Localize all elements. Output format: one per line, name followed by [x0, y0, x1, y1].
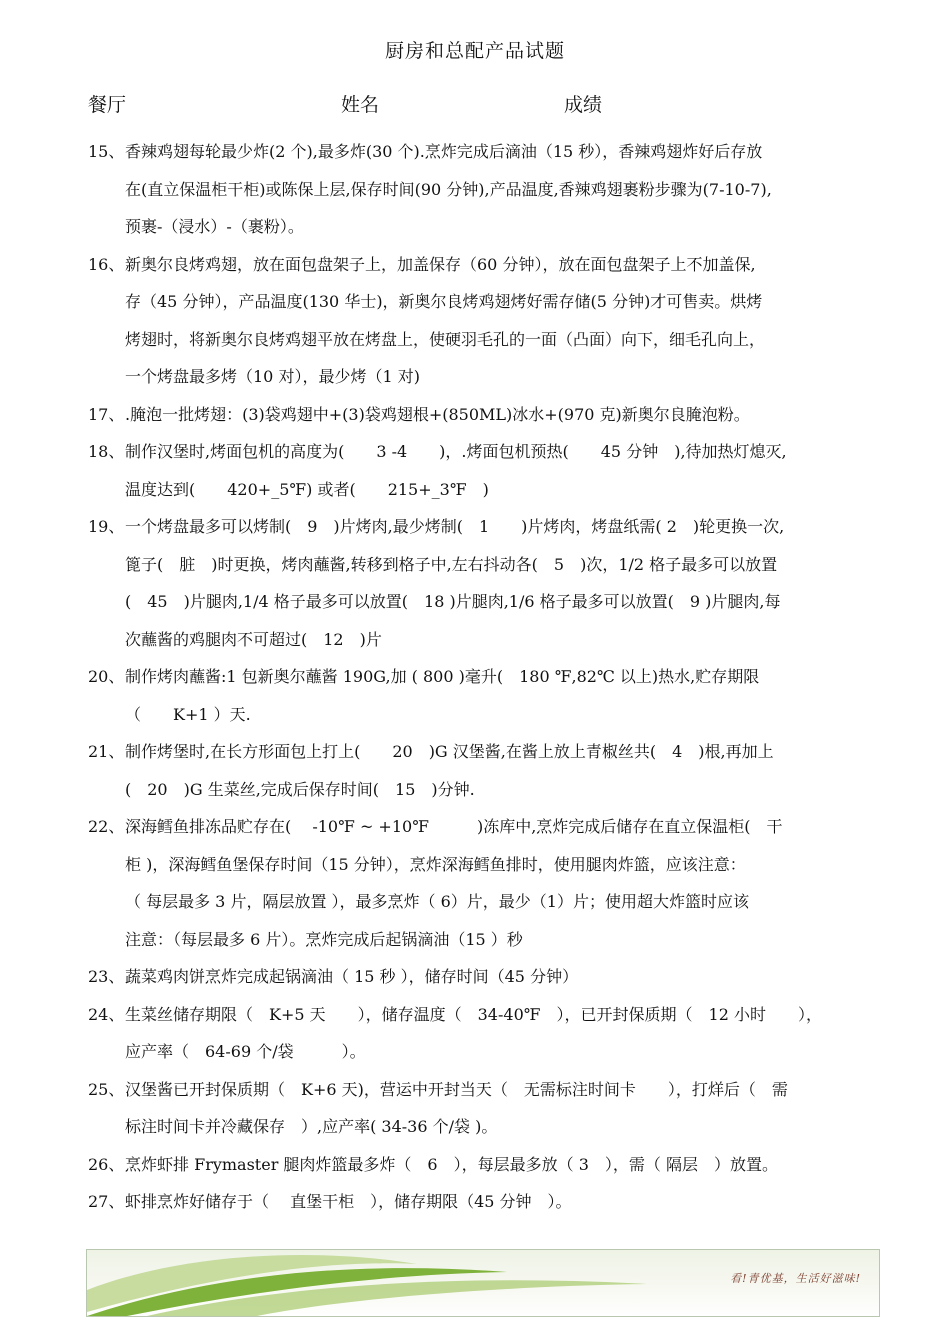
question-text-line: 虾排烹炸好储存于（ 直堡干柜 ），储存期限（45 分钟 ）。: [125, 1192, 572, 1211]
question-number: 15、: [88, 142, 125, 161]
question-text-line: 一个烤盘最多烤（10 对），最少烤（1 对): [125, 367, 420, 386]
question-text-line: 应产率（ 64-69 个/袋 ）。: [125, 1042, 366, 1061]
question-text-line: ( 45 )片腿肉,1/4 格子最多可以放置( 18 )片腿肉,1/6 格子最多可以放置( 9 )片腿肉,每: [125, 592, 781, 611]
question-item: [88, 958, 878, 996]
question-item: [88, 396, 878, 434]
question-text-line: 在(直立保温柜干柜)或陈保上层,保存时间(90 分钟),产品温度,香辣鸡翅裹粉步骤为(7-10-7),: [125, 179, 772, 199]
question-text-line: 香辣鸡翅每轮最少炸(2 个),最多炸(30 个).烹炸完成后滴油（15 秒），香辣鸡翅炸好后存放: [125, 142, 763, 161]
question-item: [88, 996, 878, 1071]
question-text-line: 汉堡酱已开封保质期（ K+6 天)，营运中开封当天（ 无需标注时间卡 ），打烊后（ 需: [125, 1079, 788, 1099]
question-text-line: 烤翅时，将新奥尔良烤鸡翅平放在烤盘上，使硬羽毛孔的一面（凸面）向下，细毛孔向上，: [125, 329, 766, 349]
question-number: 20、: [88, 667, 125, 686]
question-item: [88, 658, 878, 733]
question-text-line: （ 每层最多 3 片，隔层放置 ），最多烹炸（ 6）片，最少（1）片；使用超大炸篮时应该: [125, 892, 749, 911]
question-text-line: 蔬菜鸡肉饼烹炸完成起锅滴油（ 15 秒 ），储存时间（45 分钟）: [125, 967, 579, 986]
question-text-line: 标注时间卡并冷藏保存 ）,应产率( 34-36 个/袋 )。: [125, 1117, 498, 1136]
question-text-line: 次蘸酱的鸡腿肉不可超过( 12 )片: [125, 629, 382, 649]
question-number: 23、: [88, 967, 125, 986]
question-item: [88, 246, 878, 396]
question-text-line: .腌泡一批烤翅：(3)袋鸡翅中+(3)袋鸡翅根+(850ML)冰水+(970 克)新奥尔良腌泡粉。: [125, 404, 750, 424]
question-item: [88, 1071, 878, 1146]
slogan-text: 看!青优基，生活好滋味!: [730, 1272, 861, 1285]
question-list: [88, 133, 878, 1221]
question-number: 22、: [88, 817, 125, 836]
question-number: 21、: [88, 742, 125, 761]
question-text-line: （ K+1 ）天.: [125, 704, 251, 724]
header-fields: [88, 90, 848, 118]
question-item: [88, 808, 878, 958]
question-text-line: 预裹-（浸水）-（裹粉）。: [125, 217, 304, 236]
question-text-line: 烹炸虾排 Frymaster 腿肉炸篮最多炸（ 6 ），每层最多放（ 3 ），需（ 隔层 ）放置。: [125, 1154, 778, 1174]
question-item: [88, 508, 878, 658]
question-item: [88, 1183, 878, 1221]
restaurant-label: 餐厅: [88, 94, 127, 116]
question-item: [88, 1146, 878, 1184]
question-number: 18、: [88, 442, 125, 461]
question-number: 19、: [88, 517, 125, 536]
question-text-line: 制作烤堡时,在长方形面包上打上( 20 )G 汉堡酱,在酱上放上青椒丝共( 4 )根,再加上: [125, 742, 774, 761]
score-label: 成绩: [564, 94, 603, 116]
question-text-line: 存（45 分钟），产品温度(130 华士)，新奥尔良烤鸡翅烤好需存储(5 分钟)才可售卖。烘烤: [125, 292, 763, 311]
footer-banner: [86, 1249, 880, 1317]
question-number: 17、: [88, 404, 125, 424]
question-text-line: 温度达到( 420+_5℉) 或者( 215+_3℉ ): [125, 479, 489, 499]
question-number: 27、: [88, 1192, 125, 1211]
question-item: [88, 433, 878, 508]
question-text-line: 新奥尔良烤鸡翅，放在面包盘架子上，加盖保存（60 分钟），放在面包盘架子上不加盖保,: [125, 254, 756, 274]
name-label: 姓名: [341, 94, 380, 116]
question-item: [88, 133, 878, 246]
question-number: 26、: [88, 1154, 125, 1174]
document-title: 厨房和总配产品试题: [384, 40, 565, 62]
question-number: 25、: [88, 1079, 125, 1099]
question-number: 16、: [88, 254, 125, 274]
question-text-line: ( 20 )G 生菜丝,完成后保存时间( 15 )分钟.: [125, 779, 475, 799]
question-item: [88, 733, 878, 808]
question-text-line: 注意：（每层最多 6 片）。烹炸完成后起锅滴油（15 ）秒: [125, 929, 523, 949]
question-text-line: 深海鳕鱼排冻品贮存在( -10℉ ~ +10℉ )冻库中,烹炸完成后储存在直立保温柜( 干: [125, 817, 783, 836]
question-number: 24、: [88, 1004, 125, 1024]
question-text-line: 柜 )，深海鳕鱼堡保存时间（15 分钟），烹炸深海鳕鱼排时，使用腿肉炸篮，应该注意：: [125, 854, 746, 874]
question-text-line: 生菜丝储存期限（ K+5 天 ），储存温度（ 34-40℉ ），已开封保质期（ 12 小时 ），: [125, 1004, 822, 1024]
question-text-line: 一个烤盘最多可以烤制( 9 )片烤肉,最少烤制( 1 )片烤肉，烤盘纸需( 2 )轮更换一次,: [125, 517, 785, 536]
question-text-line: 制作汉堡时,烤面包机的高度为( 3 -4 )，.烤面包机预热( 45 分钟 ),待加热灯熄灭,: [125, 442, 787, 461]
question-text-line: 篦子( 脏 )时更换，烤肉蘸酱,转移到格子中,左右抖动各( 5 )次，1/2 格子最多可以放置: [125, 554, 778, 574]
question-text-line: 制作烤肉蘸酱:1 包新奥尔蘸酱 190G,加 ( 800 )毫升( 180 ℉,82℃ 以上)热水,贮存期限: [125, 667, 760, 686]
